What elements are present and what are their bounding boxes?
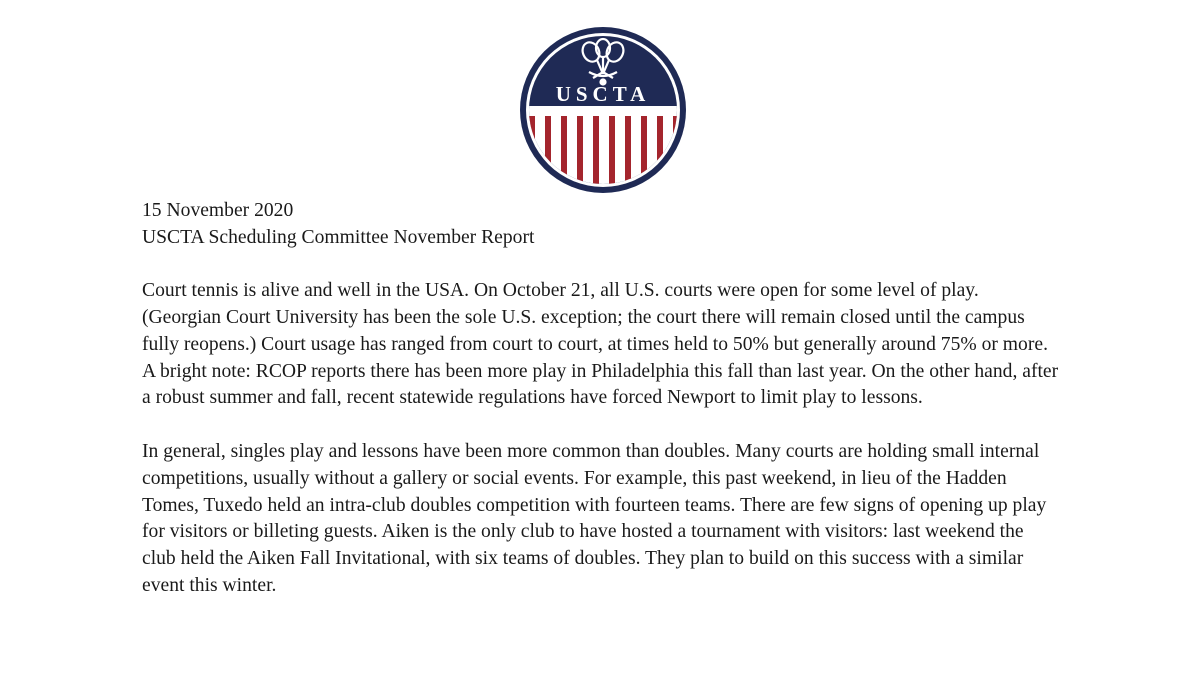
letter-date: 15 November 2020: [142, 200, 294, 221]
logo-text: USCTA: [555, 82, 651, 106]
paragraph-2: In general, singles play and lessons have been more common than doubles. Many courts are holding small internal competitions, usually without a gallery or social events. For example, this past weekend, in lieu of the Hadden Tomes, Tuxedo held an intra-club doubles competition with fourteen teams. There are few signs of opening up play for visitors or billeting guests. Aiken is the only club to have hosted a tournament with visitors: last weekend the club held the Aiken Fall Invitational, with six teams of doubles. They plan to build on this success with a similar event this winter.: [142, 440, 1047, 596]
letter-title: USCTA Scheduling Committee November Report: [142, 226, 535, 248]
letter-body: [142, 198, 1062, 600]
uscta-logo: [519, 26, 687, 194]
paragraph-1: Court tennis is alive and well in the USA. On October 21, all U.S. courts were open for some level of play. (Georgian Court University has been the sole U.S. exception; the court there will remain closed until the campus fully reopens.) Court usage has ranged from court to court, at times held to 50% but generally around 75% or more. A bright note: RCOP reports there has been more play in Philadelphia this fall than last year. On the other hand, after a robust summer and fall, recent statewide regulations have forced Newport to limit play to lessons.: [142, 280, 1059, 409]
